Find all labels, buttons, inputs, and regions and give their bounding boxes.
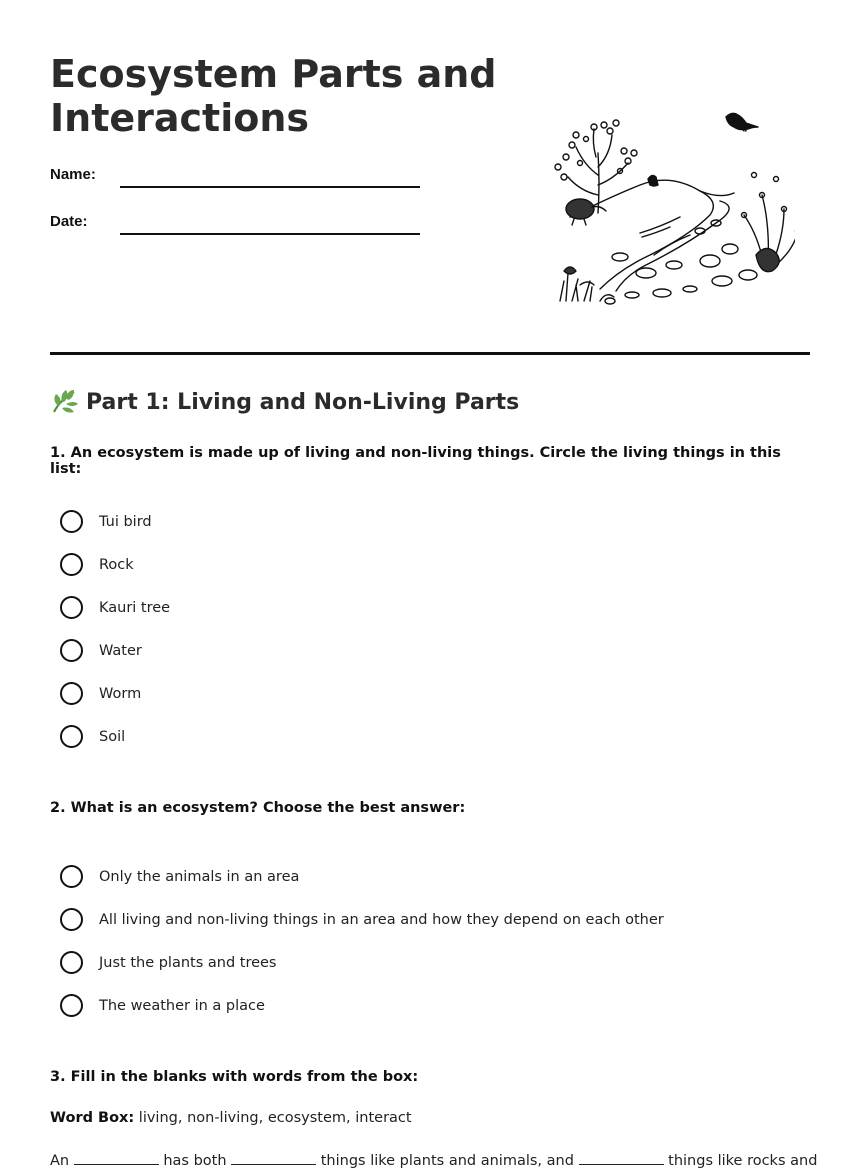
word-box — [50, 1110, 412, 1126]
option-all-living-nonliving[interactable] — [60, 898, 664, 941]
tree-drawing — [555, 120, 637, 213]
option-label: Soil — [99, 728, 126, 745]
option-soil[interactable] — [60, 715, 170, 758]
worksheet-page — [50, 0, 818, 1169]
plant-drawing — [742, 173, 796, 272]
radio-button[interactable] — [60, 865, 83, 888]
radio-button[interactable] — [60, 951, 83, 974]
option-label: The weather in a place — [99, 997, 265, 1014]
radio-button[interactable] — [60, 553, 83, 576]
blank-field[interactable] — [231, 1150, 316, 1165]
sentence-part: has both — [163, 1153, 227, 1169]
question-2: 2. What is an ecosystem? Choose the best answer: — [50, 800, 466, 816]
name-label: Name: — [50, 166, 96, 183]
date-field[interactable] — [50, 213, 420, 237]
sentence-part: things like plants and animals, and — [320, 1153, 574, 1169]
option-plants-trees[interactable] — [60, 941, 664, 984]
worksheet-title: Ecosystem Parts and Interactions — [50, 52, 497, 140]
option-only-animals[interactable] — [60, 855, 664, 898]
radio-button[interactable] — [60, 994, 83, 1017]
leaf-icon — [50, 388, 78, 416]
question-1-options — [60, 500, 170, 758]
radio-button[interactable] — [60, 908, 83, 931]
sentence-part: An — [50, 1153, 70, 1169]
question-2-options — [60, 855, 664, 1027]
radio-button[interactable] — [60, 682, 83, 705]
option-label: Worm — [99, 685, 142, 702]
option-label: All living and non-living things in an area and how they depend on each other — [99, 911, 664, 928]
option-label: Only the animals in an area — [99, 868, 300, 885]
radio-button[interactable] — [60, 725, 83, 748]
part1-heading-text: Part 1: Living and Non-Living Parts — [86, 389, 520, 415]
word-box-words: living, non-living, ecosystem, interact — [138, 1110, 412, 1126]
option-water[interactable] — [60, 629, 170, 672]
blank-field[interactable] — [74, 1150, 159, 1165]
option-worm[interactable] — [60, 672, 170, 715]
radio-button[interactable] — [60, 510, 83, 533]
option-kauri-tree[interactable] — [60, 586, 170, 629]
radio-button[interactable] — [60, 596, 83, 619]
option-label: Kauri tree — [99, 599, 171, 616]
option-label: Water — [99, 642, 142, 659]
sentence-part: things like rocks and — [668, 1153, 818, 1169]
date-line[interactable] — [120, 233, 420, 235]
name-line[interactable] — [120, 186, 420, 188]
part1-heading — [50, 388, 519, 416]
option-label: Just the plants and trees — [99, 954, 277, 971]
word-box-label: Word Box: — [50, 1110, 135, 1126]
option-rock[interactable] — [60, 543, 170, 586]
radio-button[interactable] — [60, 639, 83, 662]
option-label: Rock — [99, 556, 134, 573]
option-label: Tui bird — [99, 513, 152, 530]
fill-in-sentence — [50, 1150, 818, 1169]
option-tui-bird[interactable] — [60, 500, 170, 543]
worksheet-header — [50, 0, 810, 355]
blank-field[interactable] — [579, 1150, 664, 1165]
option-weather[interactable] — [60, 984, 664, 1027]
rocks-drawing — [605, 220, 757, 304]
name-field[interactable] — [50, 166, 420, 190]
question-3: 3. Fill in the blanks with words from the box: — [50, 1069, 419, 1085]
date-label: Date: — [50, 213, 88, 230]
ecosystem-illustration — [550, 105, 795, 317]
bird-drawing — [726, 113, 758, 131]
question-1: 1. An ecosystem is made up of living and non-living things. Circle the living things in this list: — [50, 445, 781, 477]
